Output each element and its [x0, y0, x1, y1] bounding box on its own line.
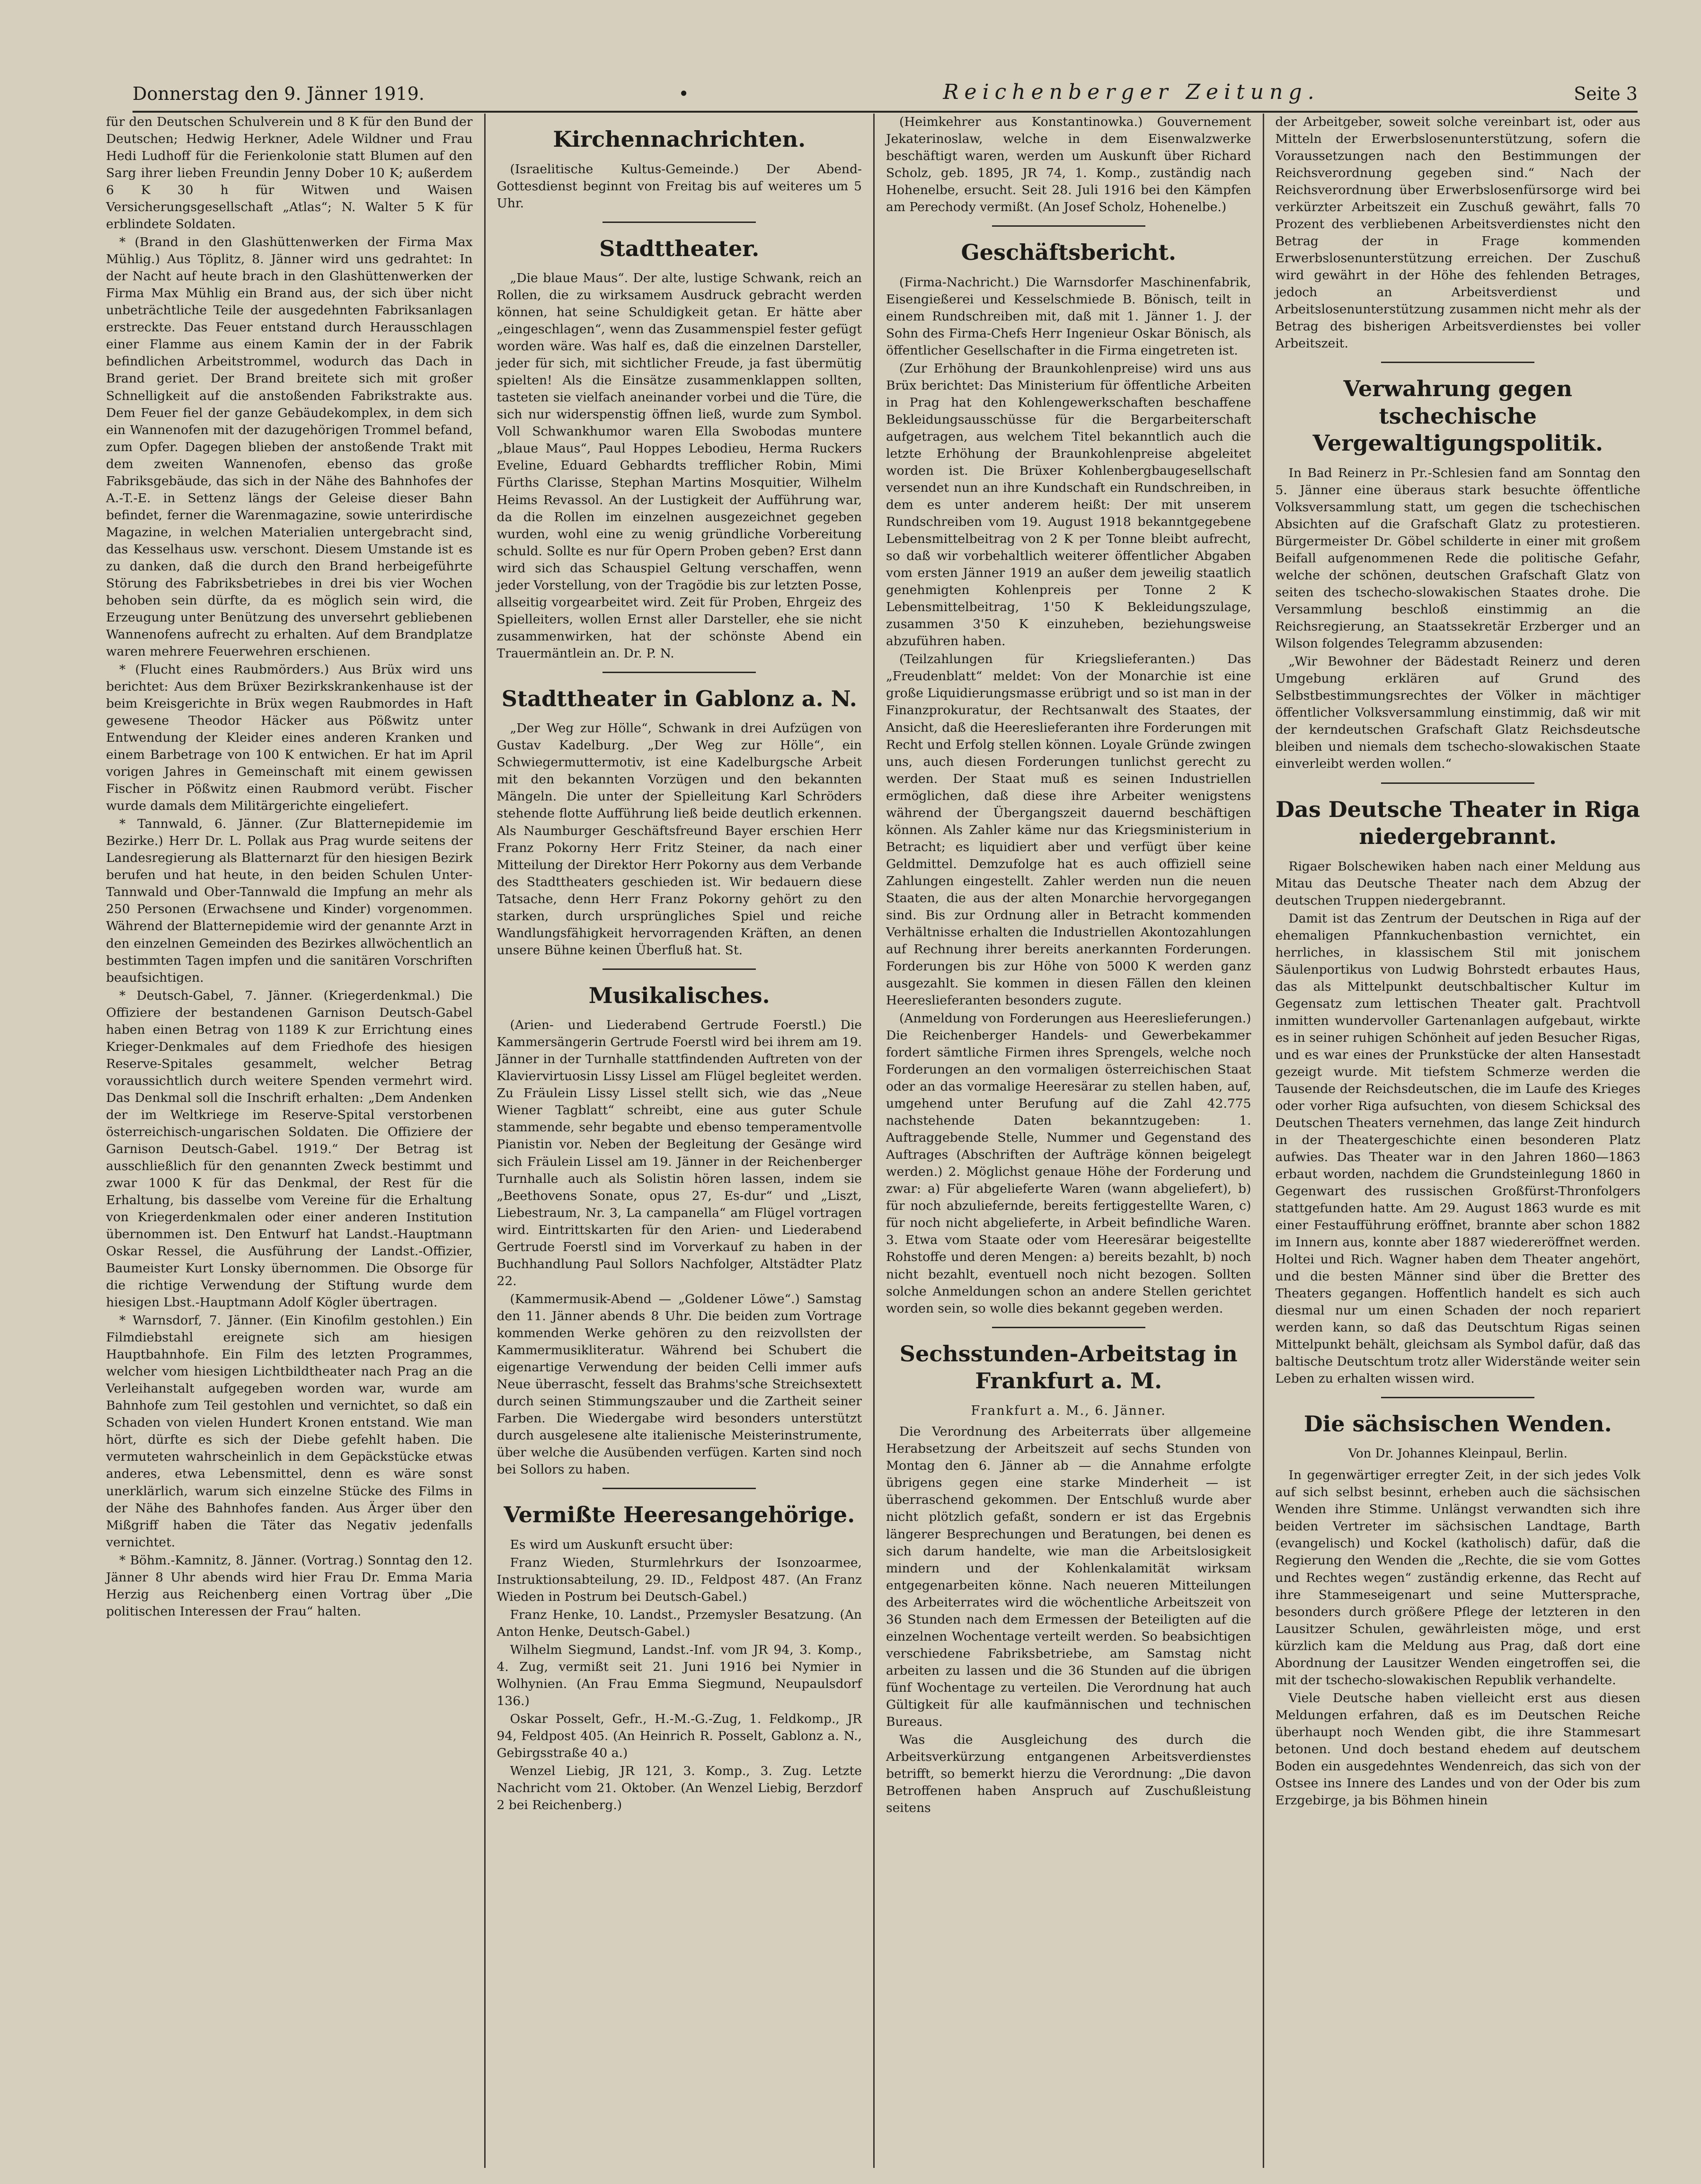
paragraph: * Böhm.-Kamnitz, 8. Jänner. (Vortrag.) Sonntag den 12. Jänner 8 Uhr abends wird hier Frau Dr. Emma Maria Herzig aus Reichenberg einen Vortrag über „Die politischen Interessen der Frau“ halten. [106, 1553, 473, 1619]
paragraph: * Deutsch-Gabel, 7. Jänner. (Kriegerdenkmal.) Die Offiziere der bestandenen Garnison Deutsch-Gabel haben einen Betrag von 1189 K zur Errichtung eines Krieger-Denkmales auf dem Friedhofe des hiesigen Reserve-Spitales gesammelt, welcher Betrag voraussichtlich durch weitere Spenden vermehrt wird. Das Denkmal soll die Inschrift erhalten: „Dem Andenken der im Weltkriege im Reserve-Spital verstorbenen österreichisch-ungarischen Soldaten. Die Offiziere der Garnison Deutsch-Gabel. 1919.“ Der Betrag ist ausschließlich für den genannten Zweck bestimmt und zwar 1000 K für das Denkmal, der Rest für die Erhaltung, bis dasselbe vom Vereine für die Erhaltung von Kriegerdenkmalen oder einer anderen Institution übernommen ist. Den Entwurf hat Landst.-Hauptmann Oskar Ressel, die Ausführung der Landst.-Offizier, Baumeister Kurt Lonsky übernommen. Die Obsorge für die richtige Verwendung der Stiftung wurde dem hiesigen Lbst.-Hauptmann Adolf Kögler übertragen. [106, 988, 473, 1310]
paragraph: Damit ist das Zentrum der Deutschen in Riga auf der ehemaligen Pfannkuchenbastion vernichtet, ein herrliches, in klassischem Stil mit jonischem Säulenportikus von Ludwig Bohrstedt erbautes Haus, das als Mittelpunkt deutschbaltischer Kultur im Gegensatz zum lettischen Theater galt. Prachtvoll inmitten wundervoller Gartenanlagen aufgebaut, wirkte es in seiner ruhigen Schönheit auf jeden Besucher Rigas, und es war eines der Prunkstücke der alten Hansestadt gezeigt wurde. Mit tiefstem Schmerze werden die Tausende der Reichsdeutschen, die im Laufe des Krieges oder vorher Riga aufsuchten, von diesem Schicksal des Deutschen Theaters vernehmen, das lange Zeit hindurch in der Theatergeschichte einen besonderen Platz aufwies. Das Theater war in den Jahren 1860—1863 erbaut worden, nachdem die Grundsteinlegung 1860 in Gegenwart des russischen Großfürst-Thronfolgers stattgefunden hatte. Am 29. August 1863 wurde es mit einer Festaufführung eröffnet, brannte aber schon 1882 im Innern aus, konnte aber 1887 wiedereröffnet werden. Holtei und Rich. Wagner haben dem Theater angehört, und die besten Männer sind über die Bretter des Theaters gegangen. Hoffentlich handelt es sich auch diesmal nur um einen Schaden der noch repariert werden kann, so daß das Deutschtum Rigas seinen Mittelpunkt behält, gleichsam als Symbol dafür, daß das baltische Deutschtum trotz aller Widerstände weiter sein Leben zu erhalten wissen wird. [1275, 911, 1640, 1386]
divider [1381, 362, 1534, 363]
section-title: Geschäftsbericht. [961, 240, 1176, 266]
paragraph: Viele Deutsche haben vielleicht erst aus diesen Meldungen erfahren, daß es im Deutschen Reiche überhaupt noch Wenden gibt, die ihre Stammesart betonen. Und doch bestand ehedem auf deutschem Boden ein ausgedehntes Wendenreich, das sich von der Ostsee ins Innere des Landes und von der Oder bis zum Erzgebirge, ja bis Böhmen hinein [1275, 1690, 1640, 1808]
header-separator: • [678, 83, 689, 104]
paragraph: „Die blaue Maus“. Der alte, lustige Schwank, reich an Rollen, die zu wirksamem Ausdruck gebracht werden können, hat seine Schuldigkeit getan. Er hätte aber „eingeschlagen“, wenn das Zusammenspiel fester gefügt worden wäre. Was half es, daß die einzelnen Darsteller, jeder für sich, mit sichtlicher Freude, ja fast übermütig spielten! Als die Einsätze zusammenklappen sollten, tasteten sie vielfach aneinander vorbei und die Türe, die sich nur widerspenstig öffnen ließ, wurde zum Symbol. Voll Schwankhumor waren Ella Swobodas muntere „blaue Maus“, Paul Hoppes Lebodieu, Herma Ruckers Eveline, Eduard Gebhardts trefflicher Robin, Mimi Fürths Clarisse, Stephan Martins Mosquitier, Wilhelm Heims Revassol. An der Lustigkeit der Aufführung war, da die Rollen im einzelnen ausgezeichnet gegeben wurden, wohl eine zu wenig gründliche Vorbereitung schuld. Sollte es nur für Opern Proben geben? Erst dann wird sich das Schauspiel Geltung verschaffen, wenn jeder Vorstellung, von der Tragödie bis zur letzten Posse, allseitig vorgearbeitet wird. Zeit für Proben, Ehrgeiz des Spielleiters, wollen Ernst aller Darsteller, ehe sie nicht zusammenwirken, hat der schönste Abend ein Trauermäntlein an. Dr. P. N. [496, 271, 862, 661]
paragraph: (Firma-Nachricht.) Die Warnsdorfer Maschinenfabrik, Eisengießerei und Kesselschmiede B. Bönisch, teilt in einem Rundschreiben mit, daß mit 1. Jänner 1. J. der Sohn des Firma-Chefs Herr Ingenieur Oskar Bönisch, als öffentlicher Gesellschafter in die Firma eingetreten ist. [886, 275, 1251, 358]
divider [1381, 782, 1534, 784]
divider [992, 225, 1145, 227]
paragraph: Es wird um Auskunft ersucht über: [510, 1537, 733, 1552]
paragraph: (Arien- und Liederabend Gertrude Foerstl.) Die Kammersängerin Gertrude Foerstl wird bei ihrem am 19. Jänner in der Turnhalle stattfindenden Auftreten von der Klaviervirtuosin Lissy Lissel am Flügel begleitet werden. Zu Fräulein Lissy Lissel stellt sich, wie das „Neue Wiener Tagblatt“ schreibt, eine aus guter Schule stammende, sehr begabte und ebenso temperamentvolle Pianistin vor. Neben der Begleitung der Gesänge wird sich Fräulein Lissel am 19. Jänner in der Reichenberger Turnhalle auch als Solistin hören lassen, indem sie „Beethovens Sonate, opus 27, Es-dur“ und „Liszt, Liebestraum, Nr. 3, La campanella“ am Flügel vortragen wird. Eintrittskarten für den Arien- und Liederabend Gertrude Foerstl sind im Vorverkauf zu haben in der Buchhandlung Paul Sollors Nachfolger, Altstädter Platz 22. [496, 1018, 862, 1288]
paragraph: Oskar Posselt, Gefr., H.-M.-G.-Zug, 1. Feldkomp., JR 94, Feldpost 405. (An Heinrich R. Posselt, Gablonz a. N., Gebirgsstraße 40 a.) [496, 1711, 862, 1760]
divider [602, 222, 756, 223]
paragraph: Rigaer Bolschewiken haben nach einer Meldung aus Mitau das Deutsche Theater nach dem Abzug der deutschen Truppen niedergebrannt. [1275, 859, 1640, 908]
section-title: Kirchennachrichten. [553, 126, 806, 152]
paragraph: „Wir Bewohner der Bädestadt Reinerz und deren Umgebung erklären auf Grund des Selbstbestimmungsrechtes der Völker in mächtiger öffentlicher Volksversammlung einstimmig, daß wir mit der kerndeutschen Grafschaft Glatz Reichsdeutsche bleiben und niemals dem tschecho-slowakischen Staate einverleibt werden wollen.“ [1275, 654, 1640, 772]
paragraph: Wilhelm Siegmund, Landst.-Inf. vom JR 94, 3. Komp., 4. Zug, vermißt seit 21. Juni 1916 bei Nymier in Wolhynien. (An Frau Emma Siegmund, Neupaulsdorf 136.) [496, 1642, 862, 1708]
divider [1381, 1397, 1534, 1398]
article-author: Von Dr. Johannes Kleinpaul, Berlin. [1348, 1446, 1568, 1461]
paragraph: Franz Henke, 10. Landst., Przemysler Besatzung. (An Anton Henke, Deutsch-Gabel.) [496, 1607, 862, 1639]
dateline: Frankfurt a. M., 6. Jänner. [971, 1403, 1166, 1418]
section-title: Sechsstunden-Arbeitstag in Frankfurt a. M. [899, 1341, 1238, 1394]
paragraph: * Warnsdorf, 7. Jänner. (Ein Kinofilm gestohlen.) Ein Filmdiebstahl ereignete sich am hiesigen Hauptbahnhofe. Ein Film des letzten Programmes, welcher vom hiesigen Lichtbildtheater nach Prag an die Verleihanstalt aufgegeben worden war, wurde am Bahnhofe zum Teil gestohlen und vernichtet, so daß ein Schaden von vielen Hundert Kronen entstand. Wie man hört, dürfte es sich der Diebe gefehlt haben. Die vermuteten wahrscheinlich in dem Gepäckstücke etwas anderes, etwa Lebensmittel, denn es wäre sonst unerklärlich, warum sich einzelne Stücke des Films in der Nähe des Bahnhofes fanden. Aus Ärger über den Mißgriff haben die Täter das Negativ jedenfalls vernichtet. [106, 1313, 473, 1550]
section-title: Vermißte Heeresangehörige. [504, 1502, 855, 1528]
paragraph: (Zur Erhöhung der Braunkohlenpreise) wird uns aus Brüx berichtet: Das Ministerium für öffentliche Arbeiten in Prag hat den Kohlengewerkschaften beschaffene Bekleidungsausschüsse für die Bergarbeiterschaft aufgetragen, aus welchem Titel bekanntlich auch die letzte Erhöhung der Braunkohlenpreise abgeleitet worden ist. Die Brüxer Kohlenbergbaugesellschaft versendet nun an ihre Kundschaft ein Rundschreiben, in dem es unter anderem heißt: Der mit unserem Rundschreiben vom 19. August 1918 bekanntgegebene Lebensmittelbeitrag von 2 K per Tonne bleibt aufrecht, so daß wir vorbehaltlich weiterer öffentlicher Abgaben vom ersten Jänner 1919 an außer dem jeweilig staatlich genehmigten Kohlenpreis per Tonne 2 K Lebensmittelbeitrag, 1'50 K Bekleidungszulage, zusammen 3'50 K einzuheben, beziehungsweise abzuführen haben. [886, 361, 1251, 649]
section-title: Stadttheater in Gablonz a. N. [501, 685, 857, 711]
section-title: Stadttheater. [599, 235, 760, 261]
section-title: Das Deutsche Theater in Riga niedergebrannt. [1276, 796, 1640, 849]
paragraph: Was die Ausgleichung des durch die Arbeitsverkürzung entgangenen Arbeitsverdienstes betrifft, so bemerkt hierzu die Verordnung: „Die davon Betroffenen haben Anspruch auf Zuschußleistung seitens [886, 1732, 1251, 1815]
page-number: Seite 3 [1574, 83, 1638, 104]
paragraph: In gegenwärtiger erregter Zeit, in der sich jedes Volk auf sich selbst besinnt, erheben auch die sächsischen Wenden ihre Stimme. Unlängst verwandten sich ihre beiden Vertreter im sächsischen Landtage, Barth (evangelisch) und Kockel (katholisch) dafür, daß die Regierung den Wenden die „Rechte, die sie vom Gottes und Rechtes wegen“ zuständig erkenne, das Recht auf ihre Stammeseigenart und seine Muttersprache, besonders durch größere Pflege der letzteren in den Lausitzer Schulen, gewährleisten möge, und erst kürzlich kam die Meldung aus Prag, daß dort eine Abordnung der Lausitzer Wenden eingetroffen sei, die mit der tschecho-slowakischen Republik verhandelte. [1275, 1468, 1640, 1687]
divider [602, 1488, 756, 1489]
section-title: Die sächsischen Wenden. [1303, 1411, 1612, 1437]
paragraph: (Anmeldung von Forderungen aus Heereslieferungen.) Die Reichenberger Handels- und Gewerbekammer fordert sämtliche Firmen ihres Sprengels, welche noch Forderungen an den vormaligen österreichischen Staat oder an das vormalige Heeresärar zu stellen haben, auf, umgehend unter Berufung auf die Zahl 42.775 nachstehende Daten bekanntzugeben: 1. Auftraggebende Stelle, Nummer und Gegenstand des Auftrages (Abschriften der Aufträge können beigelegt werden.) 2. Möglichst genaue Höhe der Forderung und zwar: a) Für abgelieferte Waren (wann abgeliefert), b) für noch abzuliefernde, bereits fertiggestellte Waren, c) für noch nicht abgelieferte, in Arbeit befindliche Waren. 3. Etwa vom Staate oder vom Heeresärar beigestellte Rohstoffe und deren Mengen: a) bereits bezahlt, b) noch nicht bezahlt, eventuell noch nicht bezogen. Sollten solche Anmeldungen schon an andere Stellen gerichtet worden sein, so wolle dies bekannt gegeben werden. [886, 1011, 1251, 1316]
article-columns [95, 114, 1652, 2168]
paragraph: (Kammermusik-Abend — „Goldener Löwe“.) Samstag den 11. Jänner abends 8 Uhr. Die beiden zum Vortrage kommenden Werke gehören zu den reizvollsten der Kammermusikliteratur. Während bei Schubert die eigenartige Verwendung der beiden Celli immer aufs Neue überrascht, fesselt das Brahms'sche Streichsextett durch seinen Stimmungszauber und die Zartheit seiner Farben. Die Wiedergabe wird besonders unterstützt durch ausgelesene alte italienische Meisterinstrumente, über welche die Ausübenden verfügen. Karten sind noch bei Sollors zu haben. [496, 1291, 862, 1477]
paragraph: * Tannwald, 6. Jänner. (Zur Blatternepidemie im Bezirke.) Herr Dr. L. Pollak aus Prag wurde seitens der Landesregierung als Blatternarzt für den hiesigen Bezirk berufen und hat heute, in den beiden Schulen Unter-Tannwald und Ober-Tannwald die Impfung an mehr als 250 Personen (Erwachsene und Kinder) vorgenommen. Während der Blatternepidemie wird der genannte Arzt in den einzelnen Gemeinden des Bezirkes allwöchentlich an bestimmten Tagen impfen und die sanitären Vorschriften beaufsichtigen. [106, 817, 473, 985]
column-1 [95, 114, 484, 2168]
divider [602, 672, 756, 673]
paragraph: * (Brand in den Glashüttenwerken der Firma Max Mühlig.) Aus Töplitz, 8. Jänner wird uns gedrahtet: In der Nacht auf heute brach in den Glashüttenwerken der Firma Max Mühlig ein Brand aus, der sich über nicht unbeträchtliche Teile der ausgedehnten Fabriksanlagen erstreckte. Das Feuer entstand durch Herausschlagen einer Flamme aus einem Kamin der in der Fabrik befindlichen Arbeitstrommel, wodurch das Dach in Brand geriet. Der Brand breitete sich mit großer Schnelligkeit auf die anstoßenden Fabrikstrakte aus. Dem Feuer fiel der ganze Gebäudekomplex, in dem sich ein Wannenofen mit der dazugehörigen Trommel befand, zum Opfer. Dagegen blieben der anstoßende Trakt mit dem zweiten Wannenofen, ebenso das große Fabriksgebäude, das sich in der Nähe des Bahnhofes der A.-T.-E. in Settenz längs der Geleise dieser Bahn befindet, ferner die Warenmagazine, sowie unterirdische Magazine, in welchen Materialien untergebracht sind, das Kesselhaus usw. verschont. Diesem Umstande ist es zu danken, daß die durch den Brand herbeigeführte Störung des Fabriksbetriebes in drei bis vier Wochen behoben sein dürfte, da es möglich sein wird, die Erzeugung unter Benützung des unversehrt gebliebenen Wannenofens aufrecht zu erhalten. Auf dem Brandplatze waren mehrere Feuerwehren erschienen. [106, 235, 473, 659]
paragraph: Wenzel Liebig, JR 121, 3. Komp., 3. Zug. Letzte Nachricht vom 21. Oktober. (An Wenzel Liebig, Berzdorf 2 bei Reichenberg.) [496, 1764, 862, 1813]
paragraph: der Arbeitgeber, soweit solche vereinbart ist, oder aus Mitteln der Erwerbslosenunterstützung, sofern die Voraussetzungen nach den Bestimmungen der Reichsverordnung gegeben sind.“ Nach der Reichsverordnung über Erwerbslosenfürsorge wird bei verkürzter Arbeitszeit ein Zuschuß gewährt, falls 70 Prozent des verbliebenen Arbeitsverdienstes nicht den Betrag der in Frage kommenden Erwerbslosenunterstützung erreichen. Der Zuschuß wird gewährt in der Höhe des fehlenden Betrages, jedoch an Arbeitsverdienst und Arbeitslosenunterstützung zusammen nicht mehr als der Betrag des bisherigen Arbeitsverdienstes bei voller Arbeitszeit. [1275, 115, 1640, 351]
paragraph: * (Flucht eines Raubmörders.) Aus Brüx wird uns berichtet: Aus dem Brüxer Bezirkskrankenhause ist der beim Kreisgerichte in Brüx wegen Raubmordes in Haft gewesene Theodor Häcker aus Pößwitz unter Entwendung der Kleider eines anderen Kranken und einem Barbetrage von 100 K entwichen. Er hat im April vorigen Jahres in Gemeinschaft mit einem gewissen Fischer in Pößwitz einen Raubmord verübt. Fischer wurde damals dem Militärgerichte eingeliefert. [106, 662, 473, 814]
paragraph: (Israelitische Kultus-Gemeinde.) Der Abend-Gottesdienst beginnt von Freitag bis auf weiteres um 5 Uhr. [496, 161, 862, 211]
column-4 [1263, 114, 1652, 2168]
paragraph: „Der Weg zur Hölle“, Schwank in drei Aufzügen von Gustav Kadelburg. „Der Weg zur Hölle“, ein Schwiegermuttermotiv, ist eine Kadelburgsche Arbeit mit den bekannten Vorzügen und den bekannten Mängeln. Die unter der Spielleitung Karl Schröders stehende flotte Aufführung ließ beide deutlich erkennen. Als Naumburger Geschäftsfreund Bayer erschien Herr Franz Pokorny Herr Fritz Steiner, da nach einer Mitteilung der Direktor Herr Pokorny aus dem Verbande des Stadttheaters geschieden ist. Wir bedauern diese Tatsache, denn Herr Franz Pokorny gehört zu den starken, durch ursprüngliches Spiel und reiche Wandlungsfähigkeit hervorragenden Kräften, an denen unsere Bühne keinen Überfluß hat. St. [496, 721, 862, 958]
paragraph: (Teilzahlungen für Kriegslieferanten.) Das „Freudenblatt“ meldet: Von der Monarchie ist eine große Liquidierungsmasse erübrigt und so ist man in der Finanzprokuratur, der Rechtsanwalt des Staates, der Ansicht, daß die Heereslieferanten ihre Forderungen mit Recht und Erfolg stellen können. Loyale Gründe zwingen uns, auch diesen Forderungen tunlichst gerecht zu werden. Der Staat muß es seinen Industriellen ermöglichen, daß diese ihre Arbeiter wenigstens während der Übergangszeit dauernd beschäftigen können. Als Zahler käme nur das Kriegsministerium in Betracht; es liquidiert aber und verfügt über keine Geldmittel. Demzufolge hat es auch offiziell seine Zahlungen eingestellt. Zahler werden nun die neuen Staaten, die aus der alten Monarchie hervorgegangen sind. Bis zur Ordnung aller in Betracht kommenden Verhältnisse erhalten die Industriellen Akontozahlungen auf Rechnung ihrer bereits anerkannten Forderungen. Forderungen bis zur Höhe von 5000 K werden ganz ausgezahlt. Sie kommen in diesen Fällen den kleinen Heereslieferanten besonders zugute. [886, 652, 1251, 1008]
paragraph: In Bad Reinerz in Pr.-Schlesien fand am Sonntag den 5. Jänner eine überaus stark besuchte öffentliche Volksversammlung statt, um gegen die tschechischen Absichten auf die Grafschaft Glatz zu protestieren. Bürgermeister Dr. Göbel schilderte in einer mit großem Beifall aufgenommenen Rede die politische Gefahr, welche der schönen, deutschen Grafschaft Glatz von seiten des tschecho-slowakischen Staates drohe. Die Versammlung beschloß einstimmig an die Reichsregierung, an Staatssekretär Erzberger und an Wilson folgendes Telegramm abzusenden: [1275, 465, 1640, 651]
paragraph: Franz Wieden, Sturmlehrkurs der Isonzoarmee, Instruktionsabteilung, 29. ID., Feldpost 487. (An Franz Wieden in Postrum bei Deutsch-Gabel.) [496, 1555, 862, 1604]
newspaper-title: Reichenberger Zeitung. [943, 80, 1320, 104]
paragraph: für den Deutschen Schulverein und 8 K für den Bund der Deutschen; Hedwig Herkner, Adele Wildner und Frau Hedi Ludhoff für die Ferienkolonie statt Blumen auf den Sarg ihrer lieben Freundin Jenny Dober 10 K; außerdem 6 K 30 h für Witwen und Waisen Versicherungsgesellschaft „Atlas“; N. Walter 5 K für erblindete Soldaten. [106, 115, 473, 232]
divider [992, 1327, 1145, 1328]
divider [602, 968, 756, 970]
paragraph: Die Verordnung des Arbeiterrats über allgemeine Herabsetzung der Arbeitszeit auf sechs Stunden von Montag den 6. Jänner ab — die Annahme erfolgte übrigens gegen eine starke Minderheit — ist überraschend gekommen. Der Entschluß wurde aber nicht plötzlich gefaßt, sondern er ist das Ergebnis längerer Besprechungen und Beratungen, bei denen es sich darum handelte, wie man die Arbeitslosigkeit mindern und der Kohlenkalamität wirksam entgegenarbeiten könne. Nach neueren Mitteilungen des Arbeiterrates wird die wöchentliche Arbeitszeit von 36 Stunden nach dem Ermessen der Beteiligten auf die einzelnen Wochentage verteilt werden. So beabsichtigen verschiedene Fabriksbetriebe, am Samstag nicht arbeiten zu lassen und die 36 Stunden auf die übrigen fünf Wochentage zu verteilen. Die Verordnung hat auch Gültigkeit für alle kaufmännischen und technischen Bureaus. [886, 1424, 1251, 1729]
section-title: Verwahrung gegen tschechische Vergewaltigungspolitik. [1312, 376, 1604, 456]
paragraph: (Heimkehrer aus Konstantinowka.) Gouvernement Jekaterinoslaw, welche in dem Eisenwalzwerke beschäftigt waren, werden um Auskunft über Richard Scholz, geb. 1895, JR 74, 1. Komp., zuständig nach Hohenelbe, ersucht. Seit 28. Juli 1916 bei den Kämpfen am Perechody vermißt. (An Josef Scholz, Hohenelbe.) [886, 115, 1251, 215]
header-date: Donnerstag den 9. Jänner 1919. [133, 83, 425, 104]
page-header [133, 71, 1638, 113]
column-2 [484, 114, 874, 2168]
column-3 [873, 114, 1263, 2168]
section-title: Musikalisches. [588, 982, 770, 1008]
